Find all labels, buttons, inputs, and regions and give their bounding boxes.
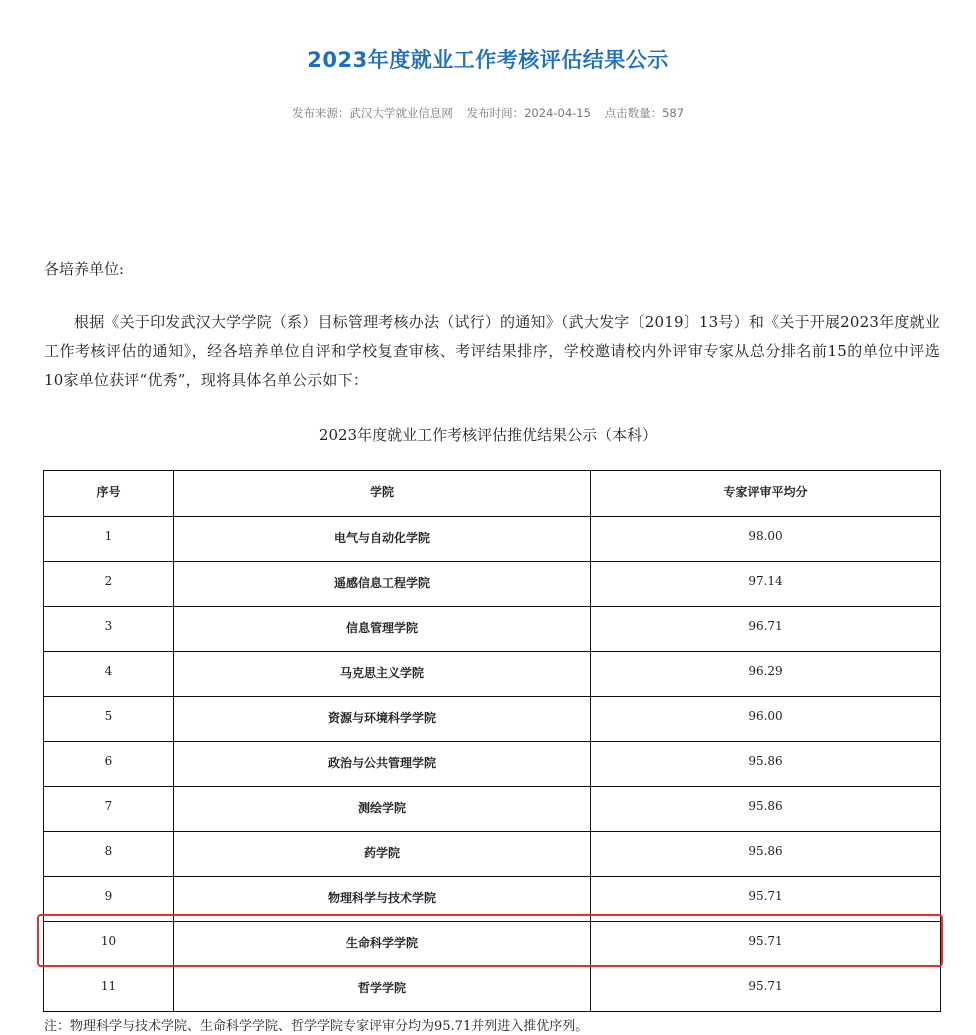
row-college: 马克思主义学院 xyxy=(174,652,591,697)
row-score: 96.71 xyxy=(591,607,941,652)
row-index: 9 xyxy=(44,877,174,922)
row-score: 95.86 xyxy=(591,787,941,832)
meta-clicks: 点击数量：587 xyxy=(604,106,685,120)
row-score: 95.86 xyxy=(591,742,941,787)
highlight-box xyxy=(37,914,943,967)
row-index: 5 xyxy=(44,697,174,742)
body-paragraph: 根据《关于印发武汉大学学院（系）目标管理考核办法（试行）的通知》（武大发字〔2019〕13号）和《关于开展2023年度就业工作考核评估的通知》，经各培养单位自评和学校复查审核、考评结果排序，学校邀请校内外评审专家从总分排名前15的单位中评选10家单位获评“优秀”，现将具体名单公示如下： xyxy=(44,313,940,389)
row-college: 测绘学院 xyxy=(174,787,591,832)
article-meta xyxy=(0,105,976,121)
row-index: 10 xyxy=(44,922,174,967)
table-row xyxy=(44,967,941,1012)
row-college: 政治与公共管理学院 xyxy=(174,742,591,787)
meta-source: 发布来源：武汉大学就业信息网 xyxy=(291,106,453,120)
row-index: 11 xyxy=(44,967,174,1012)
row-index: 6 xyxy=(44,742,174,787)
row-score: 96.29 xyxy=(591,652,941,697)
row-index: 2 xyxy=(44,562,174,607)
row-college: 哲学学院 xyxy=(174,967,591,1012)
header-index: 序号 xyxy=(44,471,174,517)
table-row xyxy=(44,517,941,562)
greeting: 各培养单位: xyxy=(44,260,125,278)
row-score: 95.86 xyxy=(591,832,941,877)
row-college: 遥感信息工程学院 xyxy=(174,562,591,607)
row-score: 95.71 xyxy=(591,922,941,967)
table-row xyxy=(44,697,941,742)
table-row xyxy=(44,742,941,787)
table-header-row xyxy=(44,471,941,517)
table-row xyxy=(44,652,941,697)
row-index: 4 xyxy=(44,652,174,697)
row-score: 97.14 xyxy=(591,562,941,607)
table-row xyxy=(44,832,941,877)
row-college: 生命科学学院 xyxy=(174,922,591,967)
footnote: 注：物理科学与技术学院、生命科学学院、哲学学院专家评审分均为95.71并列进入推优序列。 xyxy=(44,1019,589,1034)
table-row xyxy=(44,607,941,652)
row-index: 7 xyxy=(44,787,174,832)
row-index: 3 xyxy=(44,607,174,652)
header-score: 专家评审平均分 xyxy=(591,471,941,517)
row-college: 资源与环境科学学院 xyxy=(174,697,591,742)
row-score: 98.00 xyxy=(591,517,941,562)
table-row xyxy=(44,787,941,832)
table-title: 2023年度就业工作考核评估推优结果公示（本科） xyxy=(318,426,658,444)
row-college: 药学院 xyxy=(174,832,591,877)
row-college: 信息管理学院 xyxy=(174,607,591,652)
row-college: 物理科学与技术学院 xyxy=(174,877,591,922)
row-score: 95.71 xyxy=(591,877,941,922)
row-index: 8 xyxy=(44,832,174,877)
row-score: 95.71 xyxy=(591,967,941,1012)
row-index: 1 xyxy=(44,517,174,562)
page-title: 2023年度就业工作考核评估结果公示 xyxy=(307,48,669,72)
header-college: 学院 xyxy=(174,471,591,517)
row-college: 电气与自动化学院 xyxy=(174,517,591,562)
table-row xyxy=(44,562,941,607)
meta-time: 发布时间：2024-04-15 xyxy=(466,106,591,120)
row-score: 96.00 xyxy=(591,697,941,742)
